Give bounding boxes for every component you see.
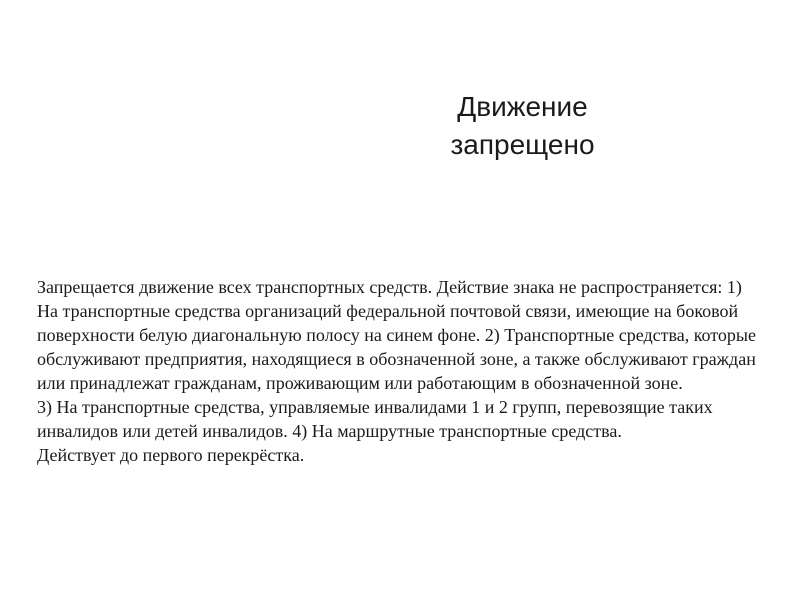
slide-title-line-2: запрещено xyxy=(450,129,595,160)
slide-body xyxy=(37,275,767,467)
body-paragraph-main: Запрещается движение всех транспортных средств. Действие знака не распространяется: 1) На транспортные средства организаций федеральной почтовой связи, имеющие на боковой поверхности белую диагональную полосу на синем фоне. 2) Транспортные средства, которые обслуживают предприятия, находящиеся в обозначенной зоне, а также обслуживают граждан или принадлежат гражданам, проживающим или работающим в обозначенной зоне. xyxy=(37,277,757,393)
body-paragraph-scope: Действует до первого перекрёстка. xyxy=(37,445,305,465)
slide-title xyxy=(410,88,635,164)
slide-title-line-1: Движение xyxy=(457,91,588,122)
body-paragraph-exception-3-4: 3) На транспортные средства, управляемые инвалидами 1 и 2 групп, перевозящие таких инвалидов или детей инвалидов. 4) На маршрутные транспортные средства. xyxy=(37,397,713,441)
